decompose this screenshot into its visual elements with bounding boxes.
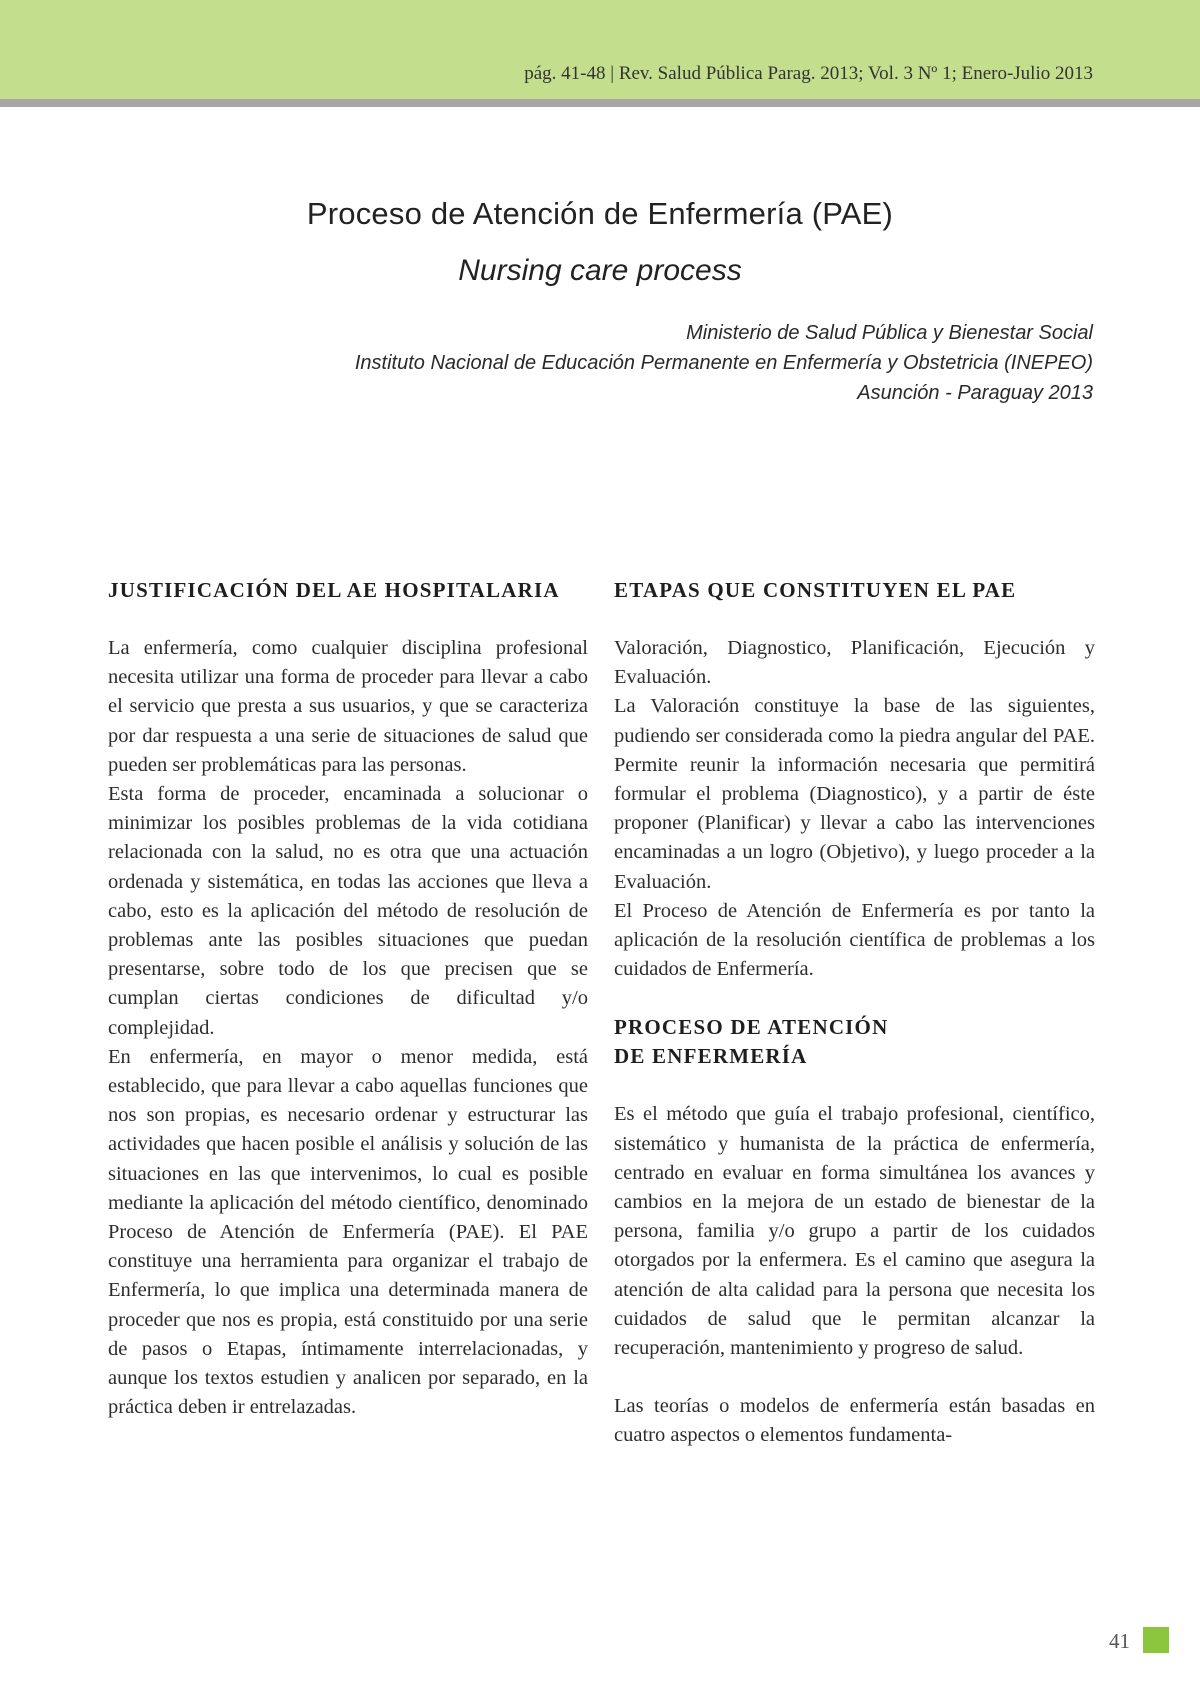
section-heading-etapas: ETAPAS QUE CONSTITUYEN EL PAE (614, 578, 1017, 602)
paragraph: Las teorías o modelos de enfermería están basadas en cuatro aspectos o elementos fundamenta- (614, 1395, 1095, 1447)
spacer (614, 984, 1095, 1013)
paragraph: En enfermería, en mayor o menor medida, está establecido, que para llevar a cabo aquellas funciones que nos son propias, es necesario ordenar y estructurar las actividades que hacen posible el análisis y solución de las situaciones en las que intervenimos, lo cual es posible mediante la aplicación del método científico, denominado Proceso de Atención de Enfermería (PAE). El PAE constituye una herramienta para organizar el trabajo de Enfermería, lo que implica una determinada manera de proceder que nos es propia, está constituido por una serie de pasos o Etapas, íntimamente interrelacionadas, y aunque los textos estudien y analicen por separado, en la práctica deben ir entrelazadas. (108, 1045, 588, 1419)
section-heading-justificacion: JUSTIFICACIÓN DEL AE HOSPITALARIA (108, 578, 560, 602)
paragraph: Es el método que guía el trabajo profesional, científico, sistemático y humanista de la práctica de enfermería, centrado en evaluar en forma simultánea los avances y cambios en la mejora de un estado de bienestar de la persona, familia y/o grupo a partir de los cuidados otorgados por la enfermera. Es el camino que asegura la atención de alta calidad para la persona que necesita los cuidados de salud que le permitan alcanzar la recuperación, mantenimiento y progreso de salud. (614, 1103, 1095, 1360)
affiliation-ministry: Ministerio de Salud Pública y Bienestar Social (686, 322, 1093, 344)
spacer (614, 1363, 1095, 1392)
affiliation-institute: Instituto Nacional de Educación Permanente en Enfermería y Obstetricia (INEPEO) (354, 352, 1093, 374)
paragraph: Valoración, Diagnostico, Planificación, Ejecución y Evaluación. (614, 637, 1095, 689)
article-subtitle: Nursing care process (458, 254, 742, 287)
page-number: 41 (1109, 1629, 1130, 1653)
left-column (108, 576, 588, 1422)
heading-line: DE ENFERMERÍA (614, 1044, 808, 1069)
page-marker-square (1143, 1627, 1169, 1653)
header-rule (0, 99, 1200, 107)
paragraph: La Valoración constituye la base de las siguientes, pudiendo ser considerada como la piedra angular del PAE. Permite reunir la información necesaria que permitirá formular el problema (Diagnostico), y a partir de éste proponer (Planificar) y llevar a cabo las intervenciones encaminadas a un logro (Objetivo), y luego proceder a la Evaluación. (614, 695, 1095, 893)
heading-line: PROCESO DE ATENCIÓN (614, 1015, 889, 1040)
paragraph: El Proceso de Atención de Enfermería es por tanto la aplicación de la resolución científica de problemas a los cuidados de Enfermería. (614, 899, 1095, 981)
running-header: pág. 41-48 | Rev. Salud Pública Parag. 2013; Vol. 3 Nº 1; Enero-Julio 2013 (524, 63, 1093, 84)
right-column (614, 576, 1095, 1451)
paragraph: La enfermería, como cualquier disciplina profesional necesita utilizar una forma de proceder para llevar a cabo el servicio que presta a sus usuarios, y que se caracteriza por dar respuesta a una serie de situaciones de salud que pueden ser problemáticas para las personas. (108, 637, 588, 776)
paragraph: Esta forma de proceder, encaminada a solucionar o minimizar los posibles problemas de la vida cotidiana relacionada con la salud, no es otra que una actuación ordenada y sistemática, en todas las acciones que lleva a cabo, esto es la aplicación del método de resolución de problemas ante las posibles situaciones que puedan presentarse, sobre todo de los que precisen que se cumplan ciertas condiciones de dificultad y/o complejidad. (108, 783, 588, 1039)
affiliation-location: Asunción - Paraguay 2013 (857, 382, 1093, 404)
section-heading-proceso (614, 1013, 1095, 1071)
article-title: Proceso de Atención de Enfermería (PAE) (306, 196, 894, 231)
